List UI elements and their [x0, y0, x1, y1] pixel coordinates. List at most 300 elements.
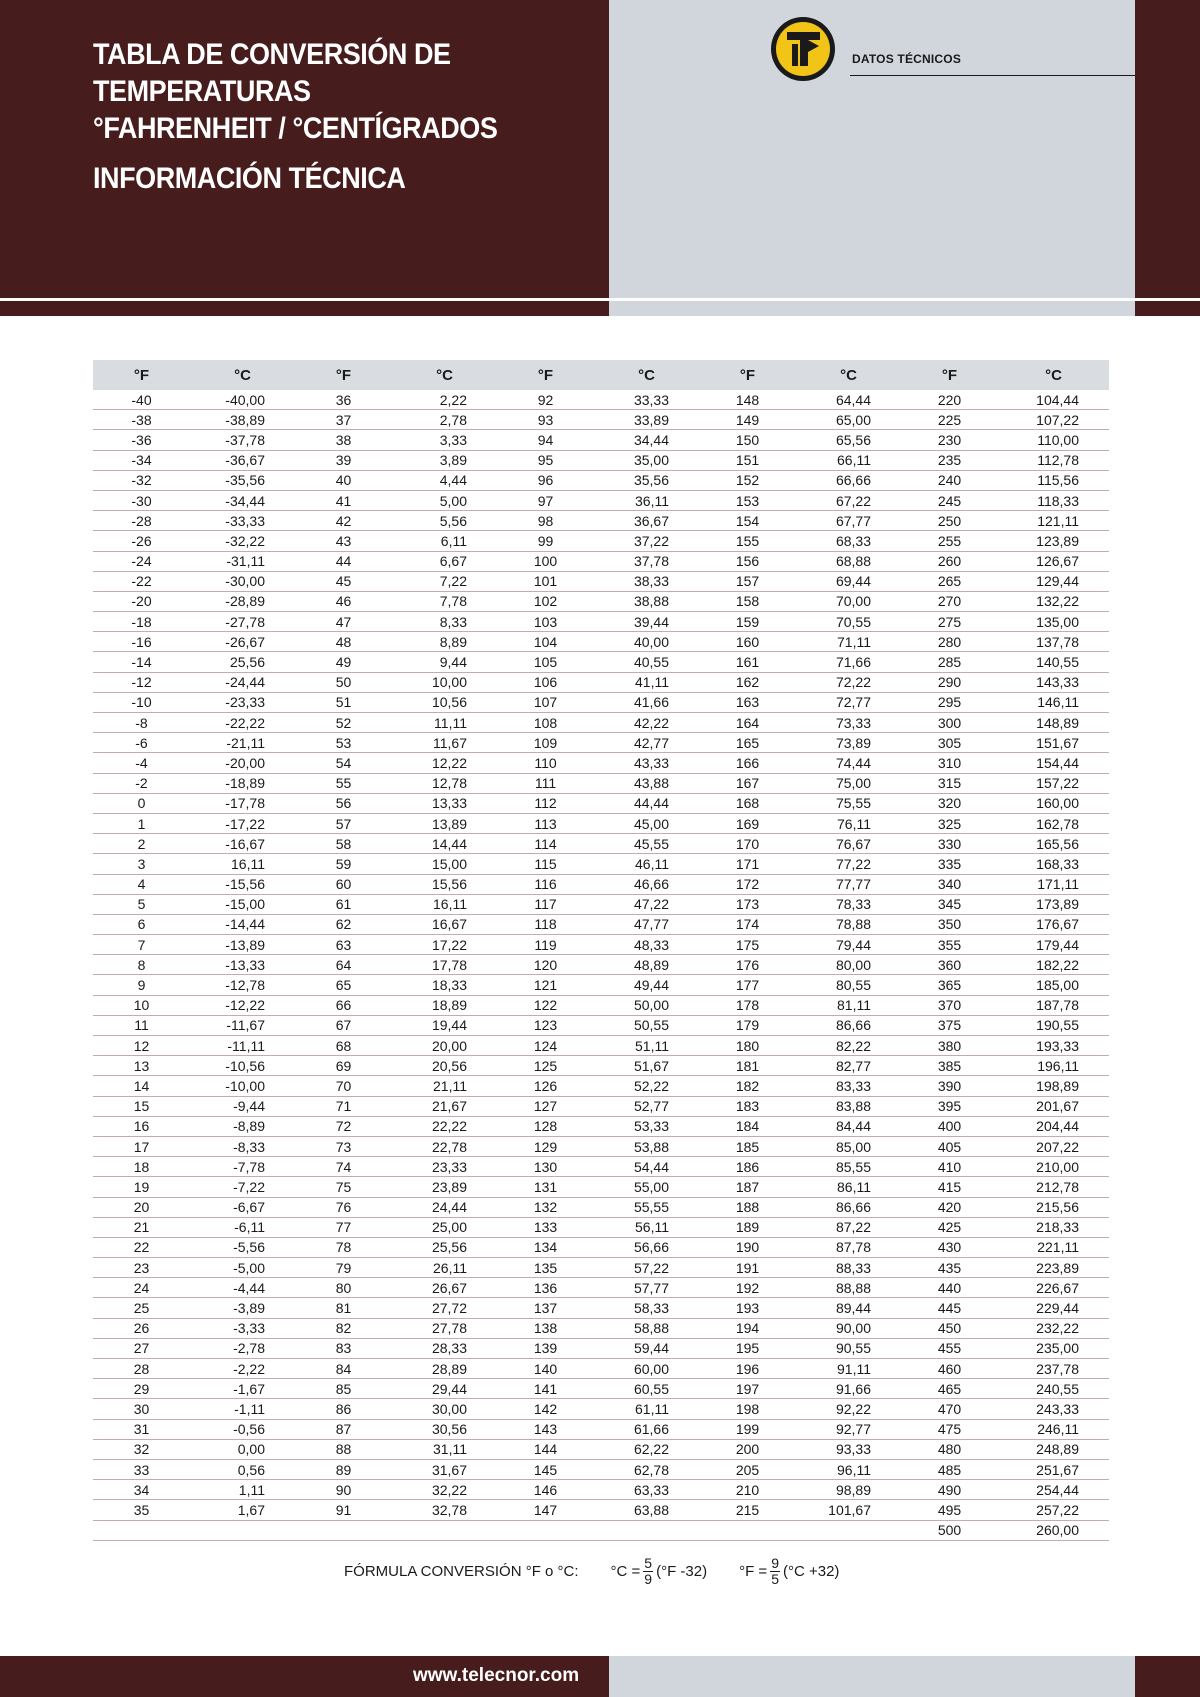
fahrenheit-cell: 65	[295, 975, 392, 995]
celsius-cell: 18,33	[392, 975, 497, 995]
fahrenheit-cell: 179	[699, 1015, 796, 1035]
fahrenheit-cell: 480	[901, 1439, 998, 1459]
celsius-cell: 165,56	[998, 834, 1109, 854]
celsius-cell: -10,00	[190, 1076, 295, 1096]
table-row	[93, 632, 1109, 652]
table-row	[93, 1278, 1109, 1298]
fahrenheit-cell: 220	[901, 390, 998, 410]
fahrenheit-cell: 275	[901, 612, 998, 632]
formula-celsius-prefix: °C =	[610, 1563, 641, 1580]
celsius-cell: 56,11	[594, 1217, 699, 1237]
celsius-cell: 69,44	[796, 571, 901, 591]
fahrenheit-cell: 106	[497, 672, 594, 692]
fahrenheit-cell: 14	[93, 1076, 190, 1096]
column-header: °F	[497, 360, 594, 390]
celsius-cell: -15,00	[190, 894, 295, 914]
celsius-cell: -17,22	[190, 813, 295, 833]
fahrenheit-cell: 11	[93, 1015, 190, 1035]
celsius-cell: -38,89	[190, 410, 295, 430]
celsius-cell: 61,11	[594, 1399, 699, 1419]
celsius-cell: 63,88	[594, 1500, 699, 1520]
celsius-cell: 41,66	[594, 692, 699, 712]
fahrenheit-cell: 16	[93, 1116, 190, 1136]
fahrenheit-cell: 113	[497, 813, 594, 833]
fahrenheit-cell: 129	[497, 1136, 594, 1156]
column-header: °C	[190, 360, 295, 390]
fahrenheit-cell: 195	[699, 1338, 796, 1358]
fahrenheit-cell: 144	[497, 1439, 594, 1459]
fahrenheit-cell: -4	[93, 753, 190, 773]
fahrenheit-cell: -40	[93, 390, 190, 410]
celsius-cell: 17,22	[392, 935, 497, 955]
fahrenheit-cell: 54	[295, 753, 392, 773]
celsius-cell: 3,89	[392, 450, 497, 470]
table-row	[93, 1177, 1109, 1197]
celsius-cell: 42,77	[594, 733, 699, 753]
celsius-cell: 6,11	[392, 531, 497, 551]
fahrenheit-cell: -16	[93, 632, 190, 652]
celsius-cell: 4,44	[392, 470, 497, 490]
celsius-cell: 210,00	[998, 1157, 1109, 1177]
fahrenheit-cell: 37	[295, 410, 392, 430]
celsius-cell: 185,00	[998, 975, 1109, 995]
celsius-cell: 90,55	[796, 1338, 901, 1358]
fahrenheit-cell: 176	[699, 955, 796, 975]
fahrenheit-cell: 96	[497, 470, 594, 490]
fahrenheit-cell: 183	[699, 1096, 796, 1116]
celsius-cell: 15,56	[392, 874, 497, 894]
fahrenheit-cell: -20	[93, 591, 190, 611]
fahrenheit-cell: 115	[497, 854, 594, 874]
fahrenheit-cell: 77	[295, 1217, 392, 1237]
celsius-cell: 77,77	[796, 874, 901, 894]
fahrenheit-cell: -32	[93, 470, 190, 490]
table-row	[93, 612, 1109, 632]
fahrenheit-cell: 105	[497, 652, 594, 672]
celsius-cell: 173,89	[998, 894, 1109, 914]
celsius-cell: 36,11	[594, 490, 699, 510]
celsius-cell: 121,11	[998, 511, 1109, 531]
celsius-cell: 132,22	[998, 591, 1109, 611]
celsius-cell: 33,89	[594, 410, 699, 430]
fahrenheit-cell: 111	[497, 773, 594, 793]
fahrenheit-cell: 455	[901, 1338, 998, 1358]
column-header: °F	[699, 360, 796, 390]
fahrenheit-cell: 133	[497, 1217, 594, 1237]
fahrenheit-cell: 75	[295, 1177, 392, 1197]
celsius-cell: 37,22	[594, 531, 699, 551]
fahrenheit-cell: 112	[497, 793, 594, 813]
fahrenheit-cell: 167	[699, 773, 796, 793]
table-row	[93, 1258, 1109, 1278]
celsius-cell: 82,22	[796, 1036, 901, 1056]
fahrenheit-cell: -14	[93, 652, 190, 672]
celsius-cell: 78,88	[796, 914, 901, 934]
fahrenheit-cell: 92	[497, 390, 594, 410]
fahrenheit-cell: 143	[497, 1419, 594, 1439]
celsius-cell: 75,00	[796, 773, 901, 793]
fahrenheit-cell: 124	[497, 1036, 594, 1056]
celsius-cell: 58,33	[594, 1298, 699, 1318]
fahrenheit-cell: 135	[497, 1258, 594, 1278]
table-row	[93, 1439, 1109, 1459]
page-subtitle: INFORMACIÓN TÉCNICA	[93, 162, 406, 195]
fahrenheit-cell: 50	[295, 672, 392, 692]
celsius-cell: 36,67	[594, 511, 699, 531]
table-row	[93, 672, 1109, 692]
celsius-cell: 0,56	[190, 1459, 295, 1479]
fahrenheit-cell: 186	[699, 1157, 796, 1177]
fahrenheit-cell: 350	[901, 914, 998, 934]
celsius-cell: 65,00	[796, 410, 901, 430]
fahrenheit-cell: 4	[93, 874, 190, 894]
celsius-cell: 123,89	[998, 531, 1109, 551]
celsius-cell: 22,22	[392, 1116, 497, 1136]
column-header: °F	[901, 360, 998, 390]
celsius-cell	[594, 1520, 699, 1540]
celsius-cell: 62,78	[594, 1459, 699, 1479]
fahrenheit-cell: 0	[93, 793, 190, 813]
celsius-cell: 86,11	[796, 1177, 901, 1197]
fahrenheit-cell: 61	[295, 894, 392, 914]
fahrenheit-cell: 495	[901, 1500, 998, 1520]
fahrenheit-cell: 260	[901, 551, 998, 571]
fahrenheit-cell: 102	[497, 591, 594, 611]
table-row	[93, 571, 1109, 591]
celsius-cell: -27,78	[190, 612, 295, 632]
fahrenheit-cell: 150	[699, 430, 796, 450]
celsius-cell: 101,67	[796, 1500, 901, 1520]
celsius-cell: 254,44	[998, 1480, 1109, 1500]
celsius-cell: -6,11	[190, 1217, 295, 1237]
celsius-cell: 229,44	[998, 1298, 1109, 1318]
fahrenheit-cell: 184	[699, 1116, 796, 1136]
table-row	[93, 531, 1109, 551]
celsius-cell: 212,78	[998, 1177, 1109, 1197]
celsius-cell: 243,33	[998, 1399, 1109, 1419]
celsius-cell: -14,44	[190, 914, 295, 934]
fahrenheit-cell: 80	[295, 1278, 392, 1298]
fahrenheit-cell: 5	[93, 894, 190, 914]
celsius-cell: 15,00	[392, 854, 497, 874]
celsius-cell: 98,89	[796, 1480, 901, 1500]
section-label: DATOS TÉCNICOS	[852, 52, 962, 66]
fahrenheit-cell: 1	[93, 813, 190, 833]
celsius-cell: -8,33	[190, 1136, 295, 1156]
celsius-cell: 44,44	[594, 793, 699, 813]
fahrenheit-cell: 15	[93, 1096, 190, 1116]
celsius-cell: -13,33	[190, 955, 295, 975]
fahrenheit-cell: 81	[295, 1298, 392, 1318]
celsius-cell: 31,67	[392, 1459, 497, 1479]
celsius-cell: -3,33	[190, 1318, 295, 1338]
celsius-cell: 226,67	[998, 1278, 1109, 1298]
fahrenheit-cell: 100	[497, 551, 594, 571]
website-link[interactable]: www.telecnor.com	[413, 1665, 580, 1686]
celsius-cell: 179,44	[998, 935, 1109, 955]
table-row	[93, 894, 1109, 914]
fahrenheit-cell: 152	[699, 470, 796, 490]
celsius-cell: 34,44	[594, 430, 699, 450]
formula-label: FÓRMULA CONVERSIÓN °F o °C:	[344, 1563, 579, 1580]
celsius-cell: -21,11	[190, 733, 295, 753]
fahrenheit-cell: 270	[901, 591, 998, 611]
celsius-cell: 88,33	[796, 1258, 901, 1278]
fahrenheit-cell: 500	[901, 1520, 998, 1540]
fahrenheit-cell: 103	[497, 612, 594, 632]
fahrenheit-cell: 196	[699, 1359, 796, 1379]
fahrenheit-cell: 78	[295, 1237, 392, 1257]
fahrenheit-cell: 465	[901, 1379, 998, 1399]
fahrenheit-cell	[699, 1520, 796, 1540]
celsius-cell: -32,22	[190, 531, 295, 551]
celsius-cell: -3,89	[190, 1298, 295, 1318]
fahrenheit-cell: 405	[901, 1136, 998, 1156]
fahrenheit-cell: 38	[295, 430, 392, 450]
formula-fahrenheit-prefix: °F =	[739, 1563, 768, 1580]
fahrenheit-cell: 240	[901, 470, 998, 490]
celsius-cell: 110,00	[998, 430, 1109, 450]
fahrenheit-cell: 126	[497, 1076, 594, 1096]
table-row	[93, 1015, 1109, 1035]
fahrenheit-cell: 197	[699, 1379, 796, 1399]
fahrenheit-cell: 139	[497, 1338, 594, 1358]
fahrenheit-cell: 86	[295, 1399, 392, 1419]
fahrenheit-cell: 79	[295, 1258, 392, 1278]
fahrenheit-cell: 171	[699, 854, 796, 874]
table-row	[93, 410, 1109, 430]
celsius-cell: 12,78	[392, 773, 497, 793]
celsius-cell: 93,33	[796, 1439, 901, 1459]
fahrenheit-cell: 230	[901, 430, 998, 450]
fahrenheit-cell: 175	[699, 935, 796, 955]
header-strip-grey	[609, 301, 1135, 316]
celsius-cell: 52,22	[594, 1076, 699, 1096]
table-row	[93, 1056, 1109, 1076]
celsius-cell: 201,67	[998, 1096, 1109, 1116]
celsius-cell: 84,44	[796, 1116, 901, 1136]
fahrenheit-cell: 20	[93, 1197, 190, 1217]
celsius-cell: -16,67	[190, 834, 295, 854]
table-row	[93, 1036, 1109, 1056]
table-row	[93, 995, 1109, 1015]
fahrenheit-cell: 128	[497, 1116, 594, 1136]
fahrenheit-cell: 440	[901, 1278, 998, 1298]
fahrenheit-cell: 235	[901, 450, 998, 470]
celsius-cell: -7,78	[190, 1157, 295, 1177]
fahrenheit-cell: 180	[699, 1036, 796, 1056]
celsius-cell: 18,89	[392, 995, 497, 1015]
fahrenheit-cell: 7	[93, 935, 190, 955]
celsius-cell: 107,22	[998, 410, 1109, 430]
table-row	[93, 591, 1109, 611]
title-line: TEMPERATURAS	[93, 75, 311, 108]
celsius-cell: 57,22	[594, 1258, 699, 1278]
celsius-cell: 118,33	[998, 490, 1109, 510]
celsius-cell: 92,77	[796, 1419, 901, 1439]
fahrenheit-cell: -6	[93, 733, 190, 753]
fahrenheit-cell: 153	[699, 490, 796, 510]
fahrenheit-cell: 118	[497, 914, 594, 934]
fahrenheit-cell: 99	[497, 531, 594, 551]
celsius-cell: 67,77	[796, 511, 901, 531]
celsius-cell: 80,00	[796, 955, 901, 975]
column-header: °C	[998, 360, 1109, 390]
celsius-cell: 182,22	[998, 955, 1109, 975]
celsius-cell: 81,11	[796, 995, 901, 1015]
celsius-cell	[796, 1520, 901, 1540]
celsius-cell: 71,66	[796, 652, 901, 672]
celsius-cell: -15,56	[190, 874, 295, 894]
column-header: °F	[93, 360, 190, 390]
celsius-cell: 86,66	[796, 1015, 901, 1035]
fahrenheit-cell: 142	[497, 1399, 594, 1419]
formula-fahrenheit-fraction	[770, 1556, 780, 1587]
celsius-cell: 82,77	[796, 1056, 901, 1076]
fahrenheit-cell: 355	[901, 935, 998, 955]
table-row	[93, 450, 1109, 470]
table-row	[93, 1136, 1109, 1156]
fahrenheit-cell: 91	[295, 1500, 392, 1520]
celsius-cell: 45,00	[594, 813, 699, 833]
fahrenheit-cell: 93	[497, 410, 594, 430]
table-row	[93, 1379, 1109, 1399]
fahrenheit-cell: 39	[295, 450, 392, 470]
celsius-cell: 154,44	[998, 753, 1109, 773]
fahrenheit-cell: 435	[901, 1258, 998, 1278]
celsius-cell: 38,88	[594, 591, 699, 611]
celsius-cell: 58,88	[594, 1318, 699, 1338]
fahrenheit-cell: 34	[93, 1480, 190, 1500]
fahrenheit-cell: 127	[497, 1096, 594, 1116]
celsius-cell: 251,67	[998, 1459, 1109, 1479]
celsius-cell: 83,33	[796, 1076, 901, 1096]
fahrenheit-cell: 88	[295, 1439, 392, 1459]
fahrenheit-cell: 189	[699, 1217, 796, 1237]
fahrenheit-cell: 90	[295, 1480, 392, 1500]
celsius-cell: 237,78	[998, 1359, 1109, 1379]
celsius-cell: -0,56	[190, 1419, 295, 1439]
table-row	[93, 1500, 1109, 1520]
fahrenheit-cell: 159	[699, 612, 796, 632]
table-row	[93, 692, 1109, 712]
fahrenheit-cell: 250	[901, 511, 998, 531]
celsius-cell: 32,22	[392, 1480, 497, 1500]
fahrenheit-cell: 70	[295, 1076, 392, 1096]
celsius-cell: 24,44	[392, 1197, 497, 1217]
table-row	[93, 813, 1109, 833]
celsius-cell: 76,11	[796, 813, 901, 833]
fahrenheit-cell: 40	[295, 470, 392, 490]
fahrenheit-cell: 59	[295, 854, 392, 874]
celsius-cell: 190,55	[998, 1015, 1109, 1035]
celsius-cell: 28,33	[392, 1338, 497, 1358]
fahrenheit-cell: -2	[93, 773, 190, 793]
table-row	[93, 551, 1109, 571]
fahrenheit-cell: 245	[901, 490, 998, 510]
fahrenheit-cell: 295	[901, 692, 998, 712]
fahrenheit-cell	[295, 1520, 392, 1540]
fahrenheit-cell: 193	[699, 1298, 796, 1318]
fahrenheit-cell: 3	[93, 854, 190, 874]
fahrenheit-cell: 146	[497, 1480, 594, 1500]
fahrenheit-cell: 43	[295, 531, 392, 551]
celsius-cell: 112,78	[998, 450, 1109, 470]
formula-celsius	[611, 1556, 708, 1587]
celsius-cell: -28,89	[190, 591, 295, 611]
fahrenheit-cell: -10	[93, 692, 190, 712]
fahrenheit-cell: 35	[93, 1500, 190, 1520]
celsius-cell: 2,22	[392, 390, 497, 410]
celsius-cell: 45,55	[594, 834, 699, 854]
celsius-cell: -33,33	[190, 511, 295, 531]
fahrenheit-cell: 280	[901, 632, 998, 652]
celsius-cell: 79,44	[796, 935, 901, 955]
fahrenheit-cell: 164	[699, 713, 796, 733]
celsius-cell: 68,88	[796, 551, 901, 571]
fahrenheit-cell: 199	[699, 1419, 796, 1439]
fahrenheit-cell: 89	[295, 1459, 392, 1479]
celsius-cell: 87,78	[796, 1237, 901, 1257]
table-row	[93, 1076, 1109, 1096]
fahrenheit-cell: 42	[295, 511, 392, 531]
fahrenheit-cell: 63	[295, 935, 392, 955]
celsius-cell: 198,89	[998, 1076, 1109, 1096]
celsius-cell: -7,22	[190, 1177, 295, 1197]
fahrenheit-cell: 22	[93, 1237, 190, 1257]
celsius-cell: 1,67	[190, 1500, 295, 1520]
fahrenheit-cell: -12	[93, 672, 190, 692]
fahrenheit-cell: 450	[901, 1318, 998, 1338]
formula-celsius-suffix: (°F -32)	[656, 1563, 708, 1580]
table-row	[93, 955, 1109, 975]
fahrenheit-cell: 33	[93, 1459, 190, 1479]
fahrenheit-cell: 60	[295, 874, 392, 894]
table-header-row	[93, 360, 1109, 390]
header-band-grey	[609, 0, 1135, 298]
fahrenheit-cell: 45	[295, 571, 392, 591]
celsius-cell: 53,33	[594, 1116, 699, 1136]
fahrenheit-cell: 190	[699, 1237, 796, 1257]
celsius-cell: 53,88	[594, 1136, 699, 1156]
celsius-cell: 21,67	[392, 1096, 497, 1116]
fahrenheit-cell: 140	[497, 1359, 594, 1379]
celsius-cell: 40,00	[594, 632, 699, 652]
celsius-cell: -18,89	[190, 773, 295, 793]
fahrenheit-cell: 425	[901, 1217, 998, 1237]
celsius-cell: -40,00	[190, 390, 295, 410]
celsius-cell: 63,33	[594, 1480, 699, 1500]
fahrenheit-cell: 49	[295, 652, 392, 672]
fahrenheit-cell: 44	[295, 551, 392, 571]
celsius-cell: 50,00	[594, 995, 699, 1015]
fahrenheit-cell: 475	[901, 1419, 998, 1439]
fahrenheit-cell: 67	[295, 1015, 392, 1035]
fahrenheit-cell: 151	[699, 450, 796, 470]
celsius-cell: 260,00	[998, 1520, 1109, 1540]
celsius-cell: 25,00	[392, 1217, 497, 1237]
fahrenheit-cell: 25	[93, 1298, 190, 1318]
fahrenheit-cell: 85	[295, 1379, 392, 1399]
fahrenheit-cell: 26	[93, 1318, 190, 1338]
fahrenheit-cell: 161	[699, 652, 796, 672]
fahrenheit-cell: 185	[699, 1136, 796, 1156]
celsius-cell: 176,67	[998, 914, 1109, 934]
fahrenheit-cell: 122	[497, 995, 594, 1015]
table-row	[93, 1318, 1109, 1338]
fahrenheit-cell: 121	[497, 975, 594, 995]
celsius-cell: -37,78	[190, 430, 295, 450]
